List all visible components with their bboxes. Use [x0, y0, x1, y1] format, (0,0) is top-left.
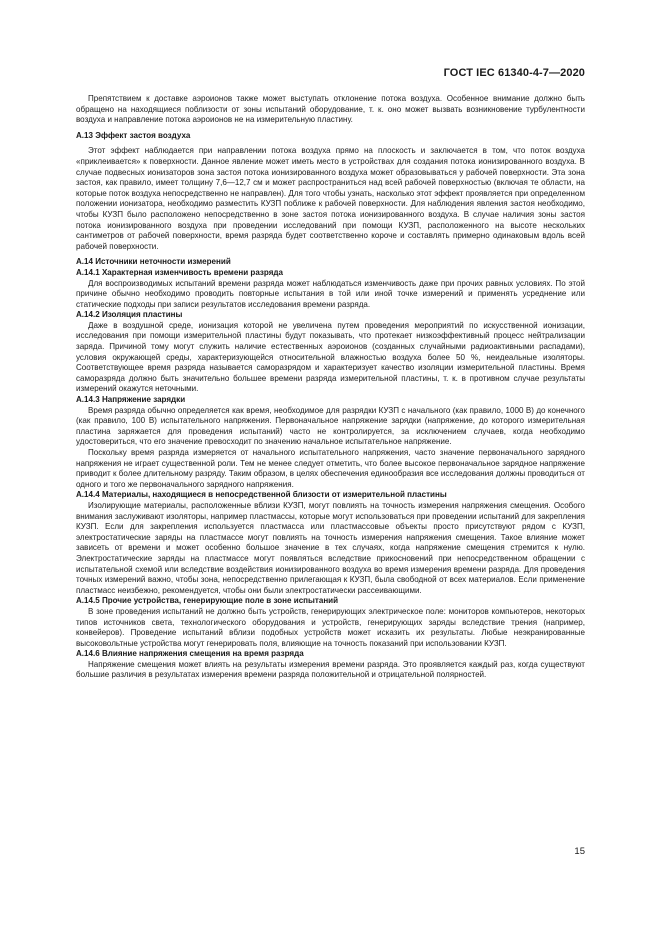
paragraph: Даже в воздушной среде, ионизация которой не увеличена путем проведения мероприятий по искусственной ионизации, исследования при помощи измерительной пластины будут показывать, что протекает низкоэффективный процесс нейтрализации заряда. Причиной тому могут служить наличие естественных аэроионов (созданных случайными радиоактивными распадами), условия окружающей среды, характеризующейся относительной влажностью воздуха более 50 %, неидеальные изоляторы. Соответствующее время разряда называется саморазрядом и характеризует качество изоляции измерительной пластины. Время саморазряда должно быть значительно большее времени разряда измерительной пластины, т. к. в противном случае результаты измерений окажутся неточными.: [76, 320, 585, 394]
section-heading: А.14 Источники неточности измерений: [76, 257, 231, 267]
section-heading: А.14.1 Характерная изменчивость времени разряда: [76, 267, 283, 277]
paragraph: Этот эффект наблюдается при направлении потока воздуха прямо на плоскость и заключается в том, что поток воздуха «приклеивается» к поверхности. Данное явление может иметь место в устройствах для создания потока ионизированного воздуха. В случае подвесных ионизаторов зона застоя потока ионизированного воздуха может образовываться у рабочей поверхности. Эта зона застоя, как правило, имеет толщину 7,6—12,7 см и может распространиться над всей рабочей поверхностью (включая те области, на которые поток воздуха непосредственно не направлен). Для того чтобы узнать, насколько этот эффект проявляется при определенном положении ионизатора, необходимо разместить КУЗП поближе к рабочей поверхности. Для наблюдения явления застоя необходимо, чтобы КУЗП было расположено непосредственно в зоне застоя потока ионизированного воздуха. В случае наличия зоны застоя потока ионизированного воздуха при проведении исследований при помощи КУЗП, расположенного на высоте нескольких сантиметров от рабочей поверхности, время разряда будет соответственно короче и составлять примерно одинаковым вдоль всей рабочей поверхности.: [76, 146, 585, 251]
section-heading: А.14.3 Напряжение зарядки: [76, 395, 186, 405]
section-heading: А.14.4 Материалы, находящиеся в непосредственной близости от измерительной пластины: [76, 490, 447, 500]
paragraph: Время разряда обычно определяется как время, необходимое для разрядки КУЗП с начального (как правило, 1000 В) до конечного (как правило, 100 В) испытательного напряжения. Первоначальное напряжение зарядки (напряжение, до которого измерительная пластина заряжается для проведения испытаний) часто не контролируется, за исключением случаев, когда необходимо удостовериться, что его значение превосходит по значению начальное испытательное напряжение.: [76, 405, 585, 447]
section-heading: А.14.6 Влияние напряжения смещения на время разряда: [76, 649, 304, 659]
paragraph: Изолирующие материалы, расположенные вблизи КУЗП, могут повлиять на точность измерения напряжения смещения. Особого внимания заслуживают изоляторы, например пластмассы, которые могут использоваться при проведении испытаний для закрепления КУЗП. Если для закрепления используется пластмасса или пластмассовые объекты просто присутствуют рядом с КУЗП, электростатические заряды на пластмассе могут повлиять на точность измерения напряжения смещения. Такое влияние может зависеть от времени и может особенно большое значение в тех случаях, когда напряжение смещения стремится к нулю. Электростатические заряды на пластмассе могут появляться вследствие прикосновений при непосредственном обращении с испытательной схемой или вследствие воздействия ионизированного воздуха во время измерения времени разряда. Для проведения точных измерений важно, чтобы зона, непосредственно прилегающая к КУЗП, была свободной от всех материалов. Если применение пластмасс неизбежно, рекомендуется, чтобы они были электростатически рассеивающими.: [76, 500, 585, 595]
paragraph: Для воспроизводимых испытаний времени разряда может наблюдаться изменчивость даже при прочих равных условиях. По этой причине обычно необходимо проводить повторные испытания в той или иной точке измерений и применять усреднение или статические подходы при записи результатов исследования времени разряда.: [76, 278, 585, 309]
paragraph: Поскольку время разряда измеряется от начального испытательного напряжения, часто значение первоначального зарядного напряжения не играет существенной роли. Тем не менее следует отметить, что более высокое первоначальное зарядное напряжение приводит к более длительному разряду. Таким образом, в целях обеспечения единообразия все исследования должны проводиться от одного и того же первоначального зарядного напряжения.: [76, 448, 585, 489]
section-heading: А.13 Эффект застоя воздуха: [76, 130, 191, 140]
section-heading: А.14.2 Изоляция пластины: [76, 310, 183, 320]
page-number: 15: [574, 846, 585, 857]
document-id: ГОСТ IEC 61340-4-7—2020: [443, 67, 585, 79]
paragraph: Препятствием к доставке аэроионов также может выступать отклонение потока воздуха. Особенное внимание должно быть обращено на находящиеся поблизости от зоны испытаний оборудование, т. к. оно может вызвать возникновение турбулентности воздуха и направление потока аэроионов не на измерительную пластину.: [76, 94, 585, 125]
paragraph: В зоне проведения испытаний не должно быть устройств, генерирующих электрическое поле: мониторов компьютеров, некоторых типов источников света, технологического оборудования и устройств, генерирующих заряды вследствие трения (например, конвейеров). Проведение испытаний вблизи подобных устройств может исказить их результаты. Любые неэкранированные высоковольтные устройства могут генерировать поля, влияющие на точность показаний при использовании КУЗП.: [76, 606, 585, 648]
paragraph: Напряжение смещения может влиять на результаты измерения времени разряда. Это проявляется каждый раз, когда существуют большие различия в результатах измерения времени разряда положительной и отрицательной полярностей.: [76, 659, 585, 680]
document-body: [76, 94, 585, 681]
section-heading: А.14.5 Прочие устройства, генерирующие поле в зоне испытаний: [76, 596, 339, 606]
